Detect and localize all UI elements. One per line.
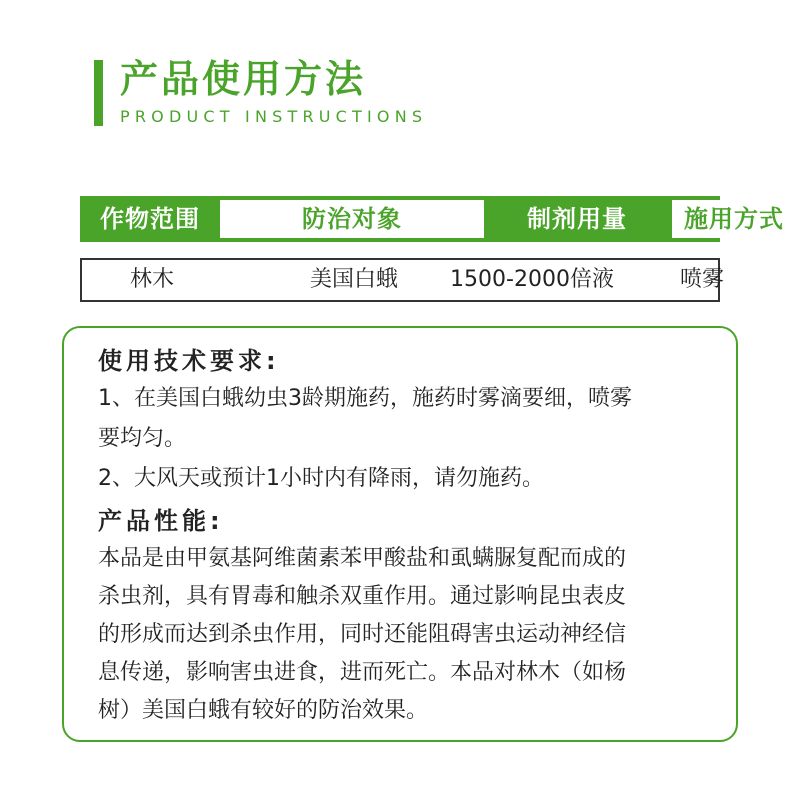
table-data-row [80,258,724,302]
title-accent-bar [94,60,103,126]
tech-line-3: 2、大风天或预计1小时内有降雨，请勿施药。 [98,466,544,491]
perf-line-2: 杀虫剂，具有胃毒和触杀双重作用。通过影响昆虫表皮 [98,584,627,609]
perf-line-4: 息传递，影响害虫进食，进而死亡。本品对林木（如杨 [98,660,627,685]
table-header-row [80,196,784,242]
instructions-panel [62,326,738,742]
tech-line-2: 要均匀。 [98,426,187,451]
table-header-target: 防治对象 [220,200,484,238]
table-cell-target: 美国白蛾 [309,267,398,292]
performance-title: 产品性能: [98,507,224,535]
table-header-dosage: 制剂用量 [527,205,627,233]
perf-line-3: 的形成而达到杀虫作用，同时还能阻碍害虫运动神经信 [98,622,627,647]
tech-line-1: 1、在美国白蛾幼虫3龄期施药，施药时雾滴要细，喷雾 [98,386,632,411]
table-cell-method: 喷雾 [679,267,724,292]
table-header-crop: 作物范围 [100,205,200,233]
table-header-method: 施用方式 [672,200,796,238]
tech-requirements-title: 使用技术要求: [98,347,280,375]
perf-line-5: 树）美国白蛾有较好的防治效果。 [98,698,429,723]
perf-line-1: 本品是由甲氨基阿维菌素苯甲酸盐和虱螨脲复配而成的 [98,546,627,571]
table-cell-crop: 林木 [129,267,174,292]
page-subtitle: PRODUCT INSTRUCTIONS [120,107,428,126]
table-cell-dosage: 1500-2000倍液 [450,267,614,292]
page-title: 产品使用方法 [120,57,367,101]
